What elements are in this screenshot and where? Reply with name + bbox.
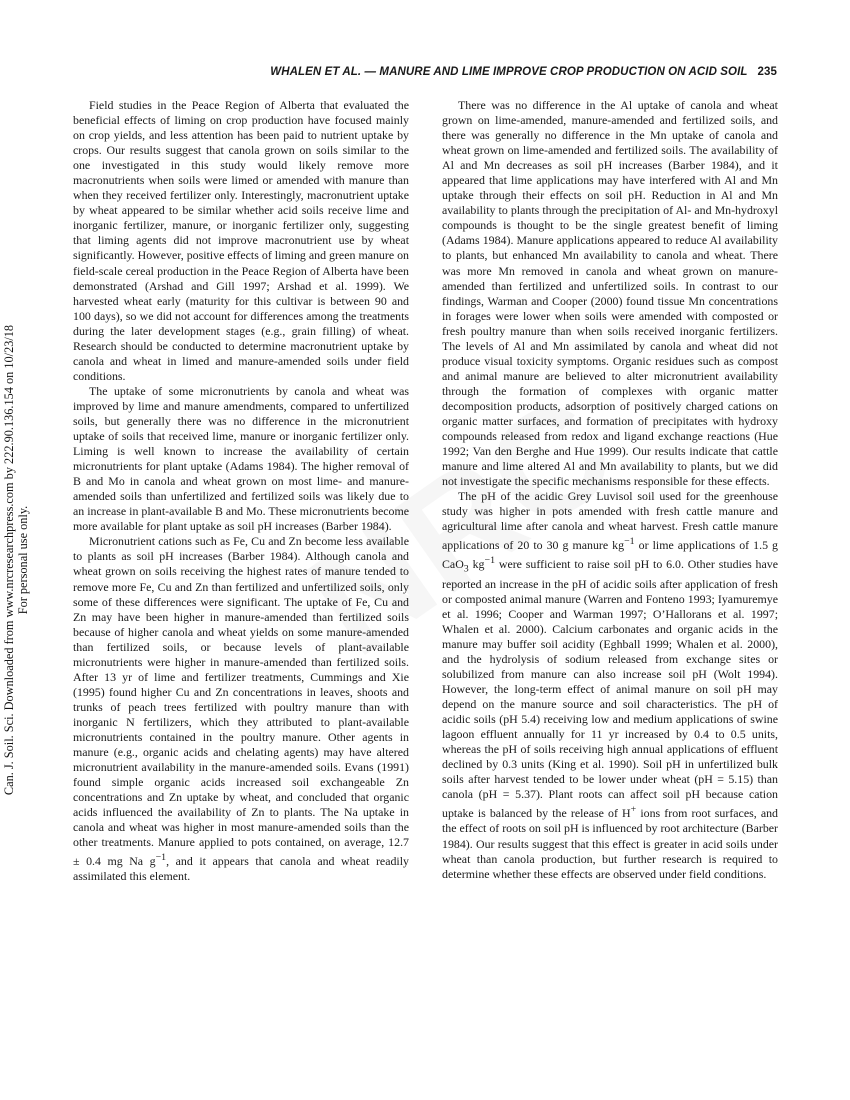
- download-notice-usage: For personal use only.: [16, 505, 30, 615]
- superscript: +: [630, 804, 637, 816]
- paragraph-text: were sufficient to raise soil pH to 6.0. Other studies have reported an increase in the pH of acidic soils after application of fresh or composted animal manure (Warren and Fonteno 1993; Iyamuremye et al. 1996; Cooper and Warman 1997; O’Hallorans et al. 1997; Whalen et al. 2000). Calcium carbonates and organic acids in the manure may buffer soil acidity (Eghball 1999; Whalen et al. 2000), and the hydrolysis of sodium released from exchange sites or solubilized from manure can also increase soil pH (Wolt 1994). However, the long-term effect of animal manure on soil pH may depend on the manure source and soil characteristics. The pH of acidic soils (pH 5.4) receiving low and medium applications of swine lagoon effluent annually for 11 yr increased by 0.4 to 0.5 units, whereas the pH of soils receiving high annual applications of effluent declined by 0.3 units (King et al. 1990). Soil pH in unfertilized bulk soils after harvest tended to be lower under wheat (pH = 5.15) than canola (pH = 5.37). Plant roots can affect soil pH because cation uptake is balanced by the release of H: [442, 557, 779, 821]
- paragraph-soil-ph: [442, 489, 778, 881]
- running-head-title: WHALEN ET AL. — MANURE AND LIME IMPROVE CROP PRODUCTION ON ACID SOIL: [270, 66, 748, 78]
- superscript: −1: [484, 555, 496, 567]
- left-column: [73, 98, 409, 884]
- paragraph-liming-macronutrients: [73, 98, 409, 384]
- paragraph-al-mn-uptake: [442, 98, 778, 489]
- subscript: 3: [463, 563, 469, 575]
- paragraph-micronutrient-uptake: [73, 384, 409, 534]
- superscript: −1: [624, 536, 635, 548]
- paragraph-text: The uptake of some micronutrients by canola and wheat was improved by lime and manure amendments, compared to unfertilized soils, but generally there was no difference in the micronutrient uptake of soils that received lime, manure or inorganic fertilizer only. Liming is well known to increase the availability of certain micronutrients for plant uptake (Adams 1984). The higher removal of B and Mo in canola and wheat grown on most lime- and manure-amended soils than unfertilized and fertilized soils was likely due to an increase in plant-available B and Mo. These micronutrients become more available for plant uptake as soil pH increases (Barber 1984).: [73, 383, 409, 534]
- paragraph-text: There was no difference in the Al uptake of canola and wheat grown on lime-amended, manure-amended and fertilized soils, and there was generally no difference in the Mn uptake of canola and wheat grown on lime-amended and fertilized soils. The availability of Al and Mn decreases as soil pH increases (Barber 1984), and it appeared that lime applications may have interfered with Al and Mn uptake through their effects on soil pH. Reduction in Al and Mn availability to plants through the precipitation of Al- and Mn-hydroxyl compounds is thought to be the single greatest benefit of liming (Adams 1984). Manure applications appeared to reduce Al availability to plants, but enhanced Mn availability to canola and wheat. There was more Mn removed in canola and wheat grown on manure-amended than fertilized and unfertilized soils. In contrast to our findings, Warman and Cooper (2000) found tissue Mn concentrations in forages were lower when soils were amended with composted or fresh poultry manure than when soils received inorganic fertilizers. The levels of Al and Mn assimilated by canola and wheat did not produce visual toxicity symptoms. Organic residues such as compost and animal manure are believed to alter micronutrient availability through the formation of complexes with organic matter decomposition products, adsorption of positively charged cations on organic matter surfaces, and formation of precipitates with hydroxy compounds released from redox and ligand exchange reactions (Hue 1992; Van den Berghe and Hue 1999). Our results indicate that cattle manure and lime altered Al and Mn availability to plants, but we did not investigate the specific mechanisms responsible for these effects.: [442, 98, 778, 489]
- paragraph-text: ions from root surfaces, and the effect of roots on soil pH is influenced by root architecture (Barber 1984). Our results suggest that this effect is greater in acid soils under wheat than canola production, but further research is required to determine whether these effects are observed under field conditions.: [442, 806, 778, 881]
- paragraph-text: Field studies in the Peace Region of Alberta that evaluated the beneficial effects of liming on crop production have focused mainly on crop yields, and less attention has been paid to nutrient uptake by crops. Our results suggest that canola grown on soils similar to the one investigated in this study would likely remove more macronutrients when soils were limed or amended with manure than when they received fertilizer only. Interestingly, macronutrient uptake by wheat appeared to be similar whether acid soils receive lime and inorganic fertilizer, manure, or inorganic fertilizer only, suggesting that liming agents did not improve macronutrient use by wheat significantly. However, positive effects of liming and green manure on field-scale cereal production in the Peace Region of Alberta have been demonstrated (Arshad and Gill 1997; Arshad et al. 1999). We harvested wheat early (maturity for this cultivar is between 90 and 100 days), so we did not account for differences among the treatments during the later development stages (e.g., grain filling) of wheat. Research should be conducted to determine macronutrient uptake by canola and wheat in limed and manure-amended soils under field conditions.: [73, 98, 409, 383]
- paragraph-text: , and it appears that canola and wheat readily assimilated this element.: [73, 854, 409, 884]
- paragraph-micronutrient-cations: [73, 534, 409, 884]
- paragraph-text: or lime applications of 1.5 g CaO: [442, 538, 778, 572]
- running-head: [270, 66, 777, 78]
- page-number: 235: [757, 66, 777, 78]
- download-notice: [2, 240, 42, 880]
- superscript: −1: [155, 852, 167, 864]
- download-notice-source: Can. J. Soil. Sci. Downloaded from www.nrcresearchpress.com by 222.90.136.154 on 10/23/18: [2, 324, 16, 796]
- right-column: [442, 98, 778, 882]
- paragraph-text: Micronutrient cations such as Fe, Cu and Zn become less available to plants as soil pH increases (Barber 1984). Although canola and wheat grown on soils receiving the highest rates of manure tended to remove more Fe, Cu and Zn than fertilized and unfertilized soils, only some of these differences were significant. The uptake of Fe, Cu and Zn may have been higher in manure-amended than fertilized soils because of higher canola and wheat yields on some manure-amended than fertilized soils, or because levels of plant-available micronutrients were higher in manure-amended than fertilized soils. After 13 yr of lime and fertilizer treatments, Cummings and Xie (1995) found higher Cu and Zn concentrations in leaves, shoots and trunks of peach trees fertilized with poultry manure than with inorganic N fertilizers, which they attributed to plant-available micronutrients contained in the poultry manure. Other agents in manure (e.g., organic acids and chelating agents) may have altered micronutrient availability in the manure-amended soils. Evans (1991) found simple organic acids increased soil exchangeable Zn concentrations and Zn uptake by wheat, and concluded that organic acids influenced the availability of Zn to plants. The Na uptake in canola and wheat was higher in most manure-amended soils than the other treatments. Manure applied to pots contained, on average, 12.7 ± 0.4 mg Na g: [73, 534, 409, 869]
- paragraph-text: kg: [468, 557, 485, 572]
- paragraph-text: The pH of the acidic Grey Luvisol soil used for the greenhouse study was higher in pots amended with fresh cattle manure and agricultural lime after canola and wheat harvest. Fresh cattle manure applications of 20 to 30 g manure kg: [442, 489, 778, 553]
